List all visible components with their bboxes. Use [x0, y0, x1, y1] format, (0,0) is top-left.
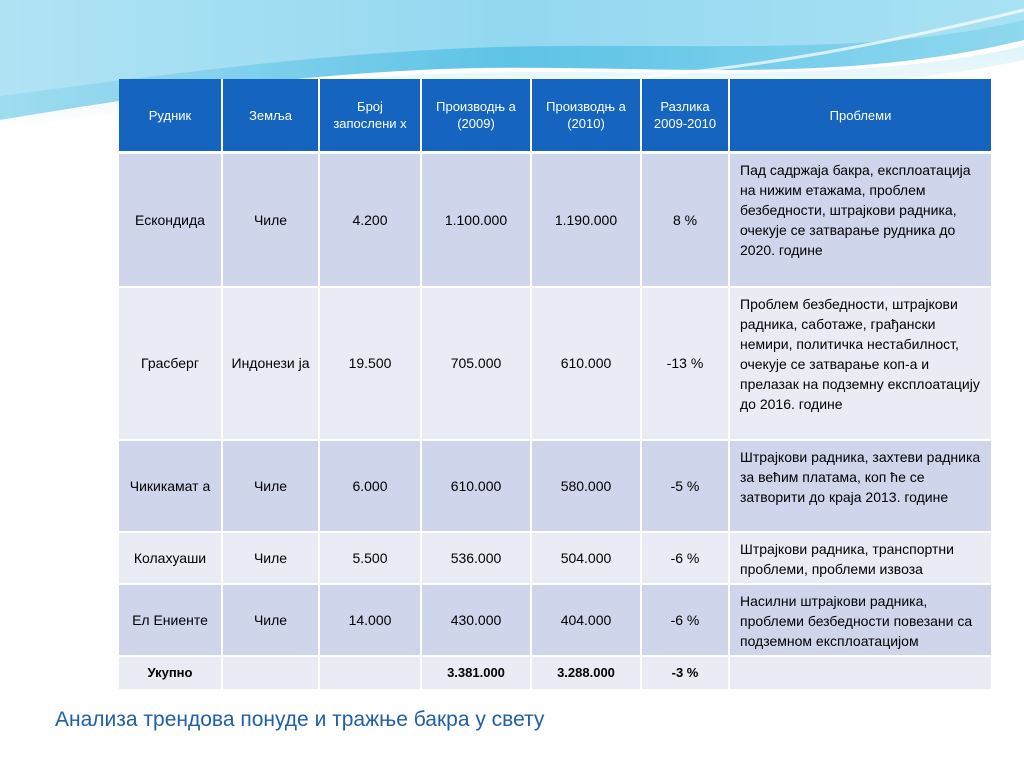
cell-employees: 5.500 [319, 532, 421, 584]
cell-mine: Грасберг [119, 287, 222, 440]
cell-mine: Ел Ениенте [119, 584, 222, 656]
copper-mines-table-container [119, 79, 992, 691]
table-row [119, 153, 992, 287]
cell-difference: -5 % [641, 440, 729, 532]
cell-production-2010: 1.190.000 [531, 153, 641, 287]
cell-problems: Штрајкови радника, транспортни проблеми, проблеми извоза [729, 532, 992, 584]
cell-difference: -6 % [641, 532, 729, 584]
cell-problems: Насилни штрајкови радника, проблеми безбедности повезани са подземном експлоатацијом [729, 584, 992, 656]
table-header-row [119, 79, 992, 153]
header-production-2010: Производњ а (2010) [531, 79, 641, 153]
cell-production-2009: 1.100.000 [421, 153, 531, 287]
cell-production-2010: 580.000 [531, 440, 641, 532]
cell-difference: 8 % [641, 153, 729, 287]
table-row [119, 440, 992, 532]
cell-production-2010: 404.000 [531, 584, 641, 656]
cell-production-2010: 504.000 [531, 532, 641, 584]
total-empty-country [222, 656, 319, 690]
header-employees: Број запослени х [319, 79, 421, 153]
header-difference: Разлика 2009-2010 [641, 79, 729, 153]
total-production-2010: 3.288.000 [531, 656, 641, 690]
cell-production-2009: 705.000 [421, 287, 531, 440]
table-total-row [119, 656, 992, 690]
total-empty-problems [729, 656, 992, 690]
total-empty-employees [319, 656, 421, 690]
header-problems: Проблеми [729, 79, 992, 153]
cell-mine: Ескондида [119, 153, 222, 287]
cell-employees: 6.000 [319, 440, 421, 532]
cell-mine: Колахуаши [119, 532, 222, 584]
cell-problems: Проблем безбедности, штрајкови радника, саботаже, грађански немири, политичка нестабилност, очекује се затварање коп-а и прелазак на подземну експлоатацију до 2016. године [729, 287, 992, 440]
cell-difference: -13 % [641, 287, 729, 440]
total-label: Укупно [119, 656, 222, 690]
cell-country: Чиле [222, 532, 319, 584]
cell-country: Чиле [222, 440, 319, 532]
header-country: Земља [222, 79, 319, 153]
total-difference: -3 % [641, 656, 729, 690]
cell-production-2009: 610.000 [421, 440, 531, 532]
cell-problems: Пад садржаја бакра, експлоатација на нижим етажама, проблем безбедности, штрајкови радника, очекује се затварање рудника до 2020. године [729, 153, 992, 287]
cell-mine: Чикикамат а [119, 440, 222, 532]
cell-country: Чиле [222, 153, 319, 287]
header-production-2009: Производњ а (2009) [421, 79, 531, 153]
total-production-2009: 3.381.000 [421, 656, 531, 690]
cell-country: Чиле [222, 584, 319, 656]
cell-problems: Штрајкови радника, захтеви радника за већим платама, коп ће се затворити до краја 2013. године [729, 440, 992, 532]
cell-employees: 14.000 [319, 584, 421, 656]
cell-production-2010: 610.000 [531, 287, 641, 440]
cell-production-2009: 430.000 [421, 584, 531, 656]
header-mine: Рудник [119, 79, 222, 153]
cell-employees: 19.500 [319, 287, 421, 440]
table-row [119, 287, 992, 440]
copper-mines-table [119, 79, 993, 691]
cell-country: Индонези ја [222, 287, 319, 440]
table-row [119, 532, 992, 584]
cell-difference: -6 % [641, 584, 729, 656]
cell-production-2009: 536.000 [421, 532, 531, 584]
table-row [119, 584, 992, 656]
slide-title: Анализа трендова понуде и тражње бакра у свету [55, 708, 545, 731]
cell-employees: 4.200 [319, 153, 421, 287]
